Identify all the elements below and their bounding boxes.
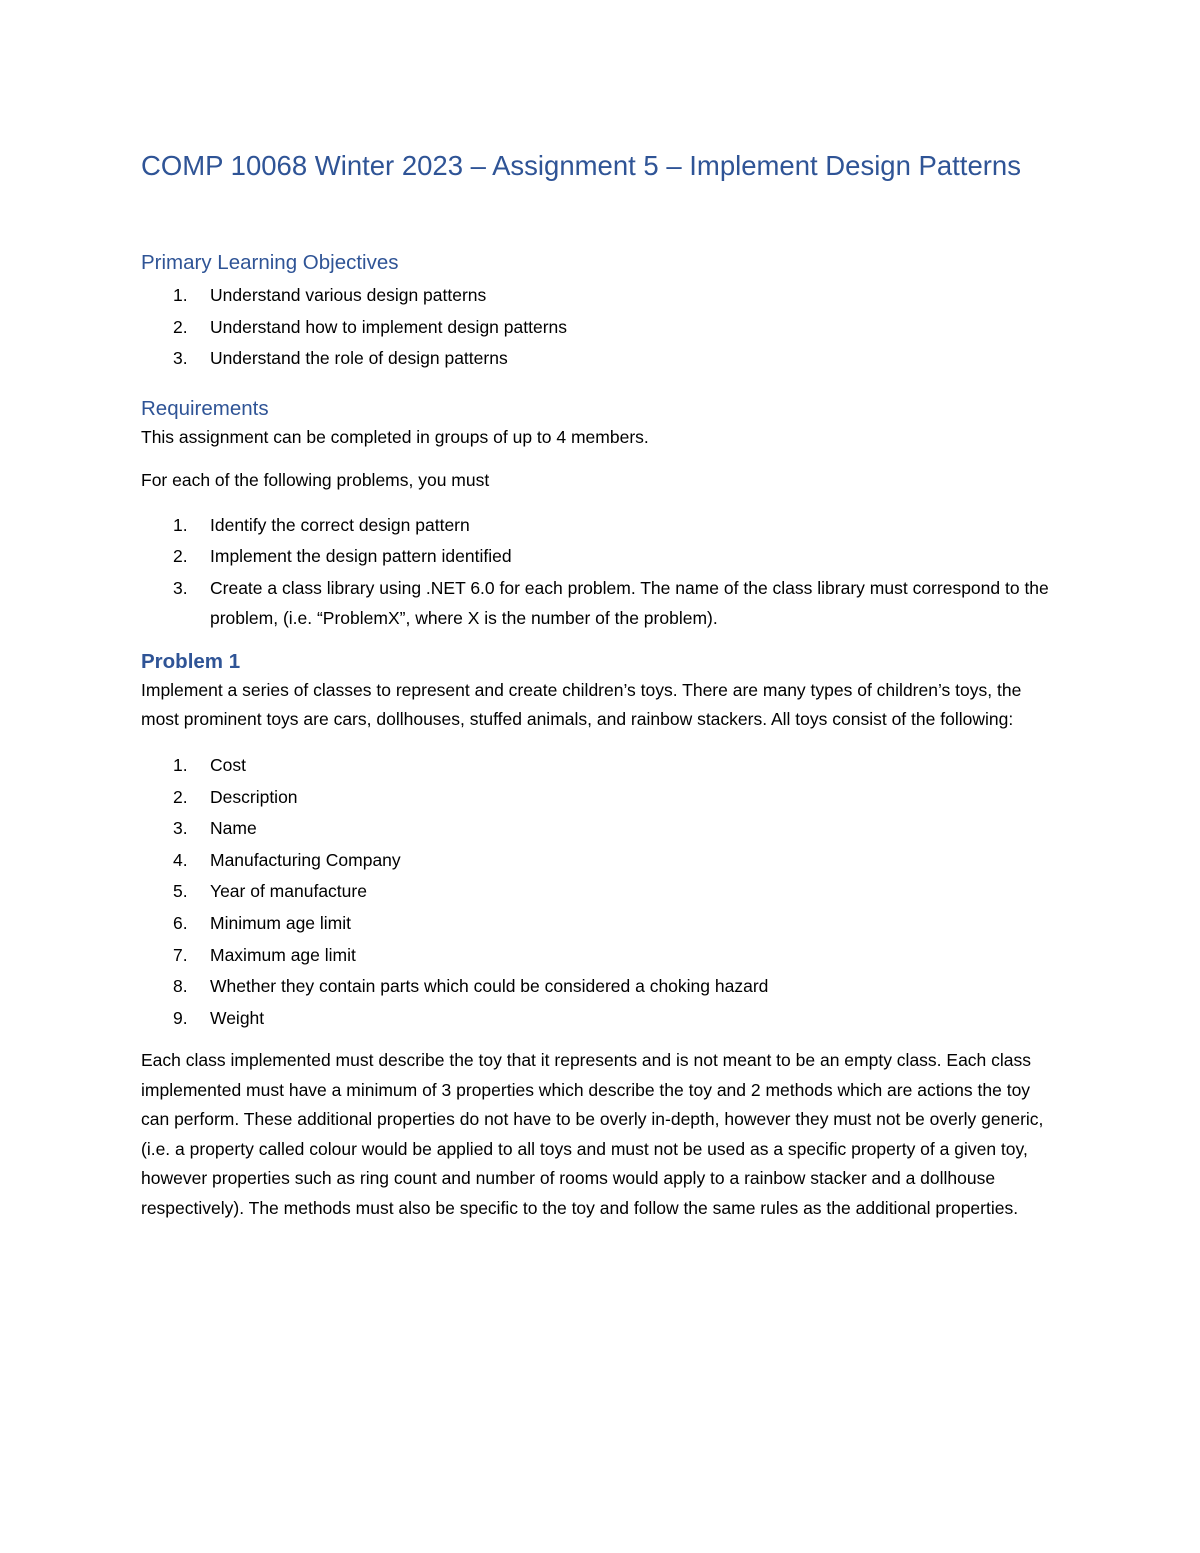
- list-number: 4.: [173, 849, 188, 870]
- list-item: [141, 908, 1061, 940]
- list-item: [141, 573, 1061, 633]
- list-item: [141, 510, 1061, 542]
- requirements-heading: Requirements: [141, 396, 269, 420]
- problem1-heading: Problem 1: [141, 649, 241, 673]
- objectives-heading: Primary Learning Objectives: [141, 251, 399, 274]
- problem1-paragraph: Implement a series of classes to represent and create children’s toys. There are many types of children’s toys, the most prominent toys are cars, dollhouses, stuffed animals, and rainbow stackers. All toys consist of the following:: [141, 679, 1022, 730]
- list-item-text: Create a class library using .NET 6.0 for each problem. The name of the class library must correspond to the problem, (i.e. “ProblemX”, where X is the number of the problem).: [210, 577, 1049, 628]
- list-number: 8.: [173, 976, 188, 997]
- list-number: 9.: [173, 1007, 188, 1028]
- list-item: [141, 971, 1061, 1003]
- requirements-paragraph: This assignment can be completed in groups of up to 4 members.: [141, 426, 649, 447]
- toy-attributes-list: [141, 750, 1061, 1034]
- list-item: [141, 312, 1061, 344]
- list-item: [141, 876, 1061, 908]
- list-item: [141, 750, 1061, 782]
- list-number: 2.: [173, 316, 188, 337]
- list-item-text: Whether they contain parts which could be considered a choking hazard: [210, 976, 769, 997]
- list-item-text: Weight: [210, 1007, 265, 1028]
- list-item-text: Understand various design patterns: [210, 285, 487, 305]
- list-number: 1.: [173, 514, 188, 535]
- requirements-paragraph: For each of the following problems, you must: [141, 470, 490, 491]
- list-item-text: Understand the role of design patterns: [210, 348, 508, 369]
- list-number: 3.: [173, 348, 188, 369]
- list-item: [141, 813, 1061, 845]
- list-item-text: Description: [210, 786, 298, 807]
- list-number: 3.: [173, 818, 188, 839]
- list-item-text: Implement the design pattern identified: [210, 546, 512, 567]
- list-number: 7.: [173, 944, 188, 965]
- list-item: [141, 541, 1061, 573]
- list-number: 1.: [173, 285, 188, 305]
- list-item: [141, 1003, 1061, 1035]
- list-item-text: Understand how to implement design patterns: [210, 316, 568, 337]
- list-number: 5.: [173, 881, 188, 902]
- list-item-text: Minimum age limit: [210, 912, 351, 933]
- list-number: 3.: [173, 577, 188, 598]
- list-item: [141, 782, 1061, 814]
- list-number: 1.: [173, 754, 188, 775]
- document-page: [141, 146, 1061, 1223]
- list-number: 2.: [173, 546, 188, 567]
- list-item-text: Name: [210, 818, 257, 839]
- list-number: 6.: [173, 912, 188, 933]
- list-item-text: Maximum age limit: [210, 944, 356, 965]
- problem1-section: [141, 647, 1061, 1223]
- objectives-section: [141, 248, 1061, 375]
- list-item: [141, 845, 1061, 877]
- requirements-section: [141, 394, 1061, 633]
- list-item-text: Identify the correct design pattern: [210, 514, 470, 535]
- list-item-text: Manufacturing Company: [210, 849, 401, 870]
- document-title: COMP 10068 Winter 2023 – Assignment 5 – Implement Design Patterns: [141, 150, 1021, 181]
- objectives-list: [141, 280, 1061, 375]
- problem1-paragraph: Each class implemented must describe the toy that it represents and is not meant to be an empty class. Each class implemented must have a minimum of 3 properties which describe the toy and 2 methods which are actions the toy can perform. These additional properties do not have to be overly in-depth, however they must not be overly generic, (i.e. a property called colour would be applied to all toys and must not be used as a specific property of a given toy, however properties such as ring count and number of rooms would apply to a rainbow stacker and a dollhouse respectively). The methods must also be specific to the toy and follow the same rules as the additional properties.: [141, 1050, 1044, 1218]
- list-number: 2.: [173, 786, 188, 807]
- list-item-text: Year of manufacture: [210, 881, 367, 902]
- list-item: [141, 280, 1061, 312]
- list-item: [141, 940, 1061, 972]
- list-item: [141, 343, 1061, 375]
- list-item-text: Cost: [210, 754, 246, 775]
- requirements-list: [141, 510, 1061, 633]
